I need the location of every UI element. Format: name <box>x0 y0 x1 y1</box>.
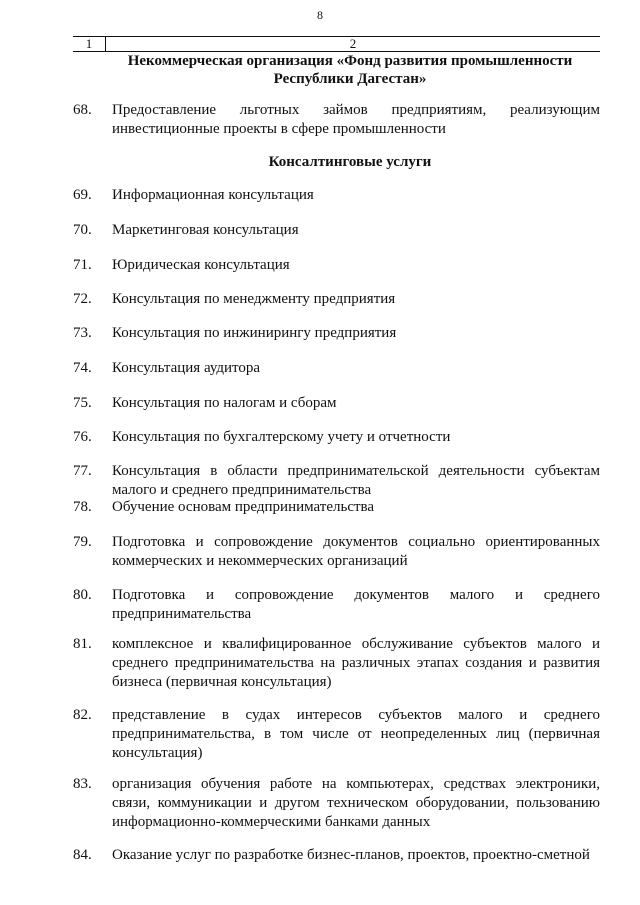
item-text: Подготовка и сопровождение документов социально ориентированных коммерческих и некоммерческих организаций <box>112 534 600 569</box>
item-text: организация обучения работе на компьютерах, средствах электроники, связи, коммуникации и другом техническом оборудовании, пользованию информационно-коммерческими банками данных <box>112 776 600 830</box>
item-number: 77. <box>73 463 92 479</box>
column-header-1: 1 <box>73 37 106 51</box>
item-number: 76. <box>73 429 92 445</box>
item-number: 75. <box>73 395 92 411</box>
item-number: 72. <box>73 291 92 307</box>
item-number: 82. <box>73 707 92 723</box>
item-number: 69. <box>73 187 92 203</box>
item-text: Консультация в области предпринимательской деятельности субъектам малого и среднего предпринимательства <box>112 463 600 498</box>
item-number: 81. <box>73 636 92 652</box>
item-text: Информационная консультация <box>112 187 314 203</box>
item-number: 68. <box>73 102 92 118</box>
item-text: Оказание услуг по разработке бизнес-планов, проектов, проектно-сметной <box>112 847 590 863</box>
page-number: 8 <box>317 8 323 22</box>
item-text: комплексное и квалифицированное обслуживание субъектов малого и среднего предпринимательства на различных этапах создания и развития бизнеса (первичная консультация) <box>112 636 600 690</box>
item-text: Консультация по инжинирингу предприятия <box>112 325 397 341</box>
column-header-2: 2 <box>349 36 357 51</box>
item-number: 84. <box>73 847 92 863</box>
item-number: 70. <box>73 222 92 238</box>
item-text: Обучение основам предпринимательства <box>112 499 375 515</box>
item-number: 71. <box>73 257 92 273</box>
item-number: 79. <box>73 534 92 550</box>
item-text: Подготовка и сопровождение документов малого и среднего предпринимательства <box>112 587 600 622</box>
section-title: Консалтинговые услуги <box>268 154 432 170</box>
item-text: Консультация по бухгалтерскому учету и отчетности <box>112 429 451 445</box>
item-text: Предоставление льготных займов предприятиям, реализующим инвестиционные проекты в сфере промышленности <box>112 102 600 137</box>
item-text: Юридическая консультация <box>112 257 290 273</box>
item-text: Консультация по налогам и сборам <box>112 395 337 411</box>
item-text: Маркетинговая консультация <box>112 222 299 238</box>
organization-title: Некоммерческая организация «Фонд развития промышленности Республики Дагестан» <box>127 53 573 87</box>
item-number: 78. <box>73 499 92 515</box>
item-number: 83. <box>73 776 92 792</box>
item-text: Консультация по менеджменту предприятия <box>112 291 396 307</box>
item-number: 80. <box>73 587 92 603</box>
item-number: 74. <box>73 360 92 376</box>
item-text: Консультация аудитора <box>112 360 261 376</box>
item-text: представление в судах интересов субъектов малого и среднего предпринимательства, в том числе от неопределенных лиц (первичная консультация) <box>112 707 600 761</box>
item-number: 73. <box>73 325 92 341</box>
table-column-header <box>73 36 600 52</box>
